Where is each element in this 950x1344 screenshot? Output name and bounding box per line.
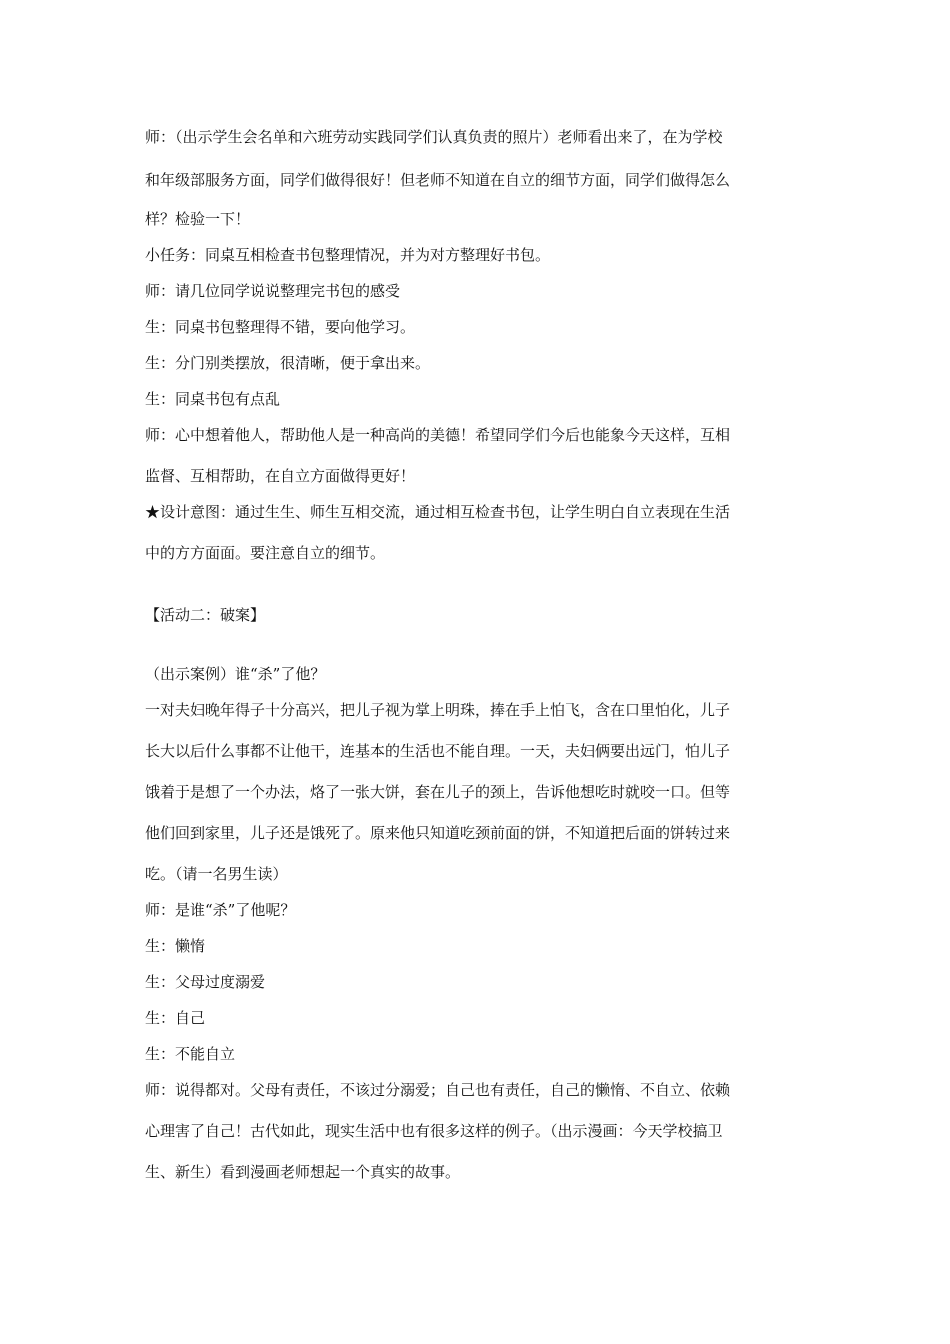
text-line: 师：（出示学生会名单和六班劳动实践同学们认真负责的照片）老师看出来了，在为学校 — [145, 128, 723, 146]
text-line: 生、新生）看到漫画老师想起一个真实的故事。 — [145, 1163, 461, 1181]
text-line: 生：同桌书包有点乱 — [145, 390, 281, 408]
text-line: 监督、互相帮助，在自立方面做得更好！ — [145, 467, 416, 485]
text-line: 和年级部服务方面，同学们做得很好！但老师不知道在自立的细节方面，同学们做得怎么 — [145, 171, 731, 189]
text-line: 师：是谁“杀”了他呢？ — [145, 901, 296, 919]
text-line: 师：说得都对。父母有责任，不该过分溺爱；自己也有责任，自己的懒惰、不自立、依赖 — [145, 1081, 731, 1099]
text-line: 生：不能自立 — [145, 1045, 236, 1063]
text-line: 生：同桌书包整理得不错，要向他学习。 — [145, 318, 416, 336]
text-line: 心理害了自己！古代如此，现实生活中也有很多这样的例子。（出示漫画：今天学校搞卫 — [145, 1122, 723, 1140]
text-line: 生：分门别类摆放，很清晰，便于拿出来。 — [145, 354, 431, 372]
text-line: ★设计意图：通过生生、师生互相交流，通过相互检查书包，让学生明白自立表现在生活 — [145, 503, 731, 521]
text-line: 师：请几位同学说说整理完书包的感受 — [145, 282, 401, 300]
text-line: 生：父母过度溺爱 — [145, 973, 266, 991]
text-line: 长大以后什么事都不让他干，连基本的生活也不能自理。一天，夫妇俩要出远门，怕儿子 — [145, 742, 731, 760]
text-line: 师：心中想着他人，帮助他人是一种高尚的美德！希望同学们今后也能象今天这样，互相 — [145, 426, 731, 444]
text-line: 样？检验一下！ — [145, 210, 251, 228]
section-heading: 【活动二：破案】 — [145, 606, 266, 624]
text-line: 吃。（请一名男生读） — [145, 865, 288, 883]
text-line: 他们回到家里，儿子还是饿死了。原来他只知道吃颈前面的饼，不知道把后面的饼转过来 — [145, 824, 731, 842]
text-line: 生：懒惰 — [145, 937, 206, 955]
text-line: 中的方方面面。要注意自立的细节。 — [145, 544, 386, 562]
text-line: 生：自己 — [145, 1009, 206, 1027]
text-line: 一对夫妇晚年得子十分高兴，把儿子视为掌上明珠，捧在手上怕飞，含在口里怕化，儿子 — [145, 701, 731, 719]
text-line: 饿着于是想了一个办法，烙了一张大饼，套在儿子的颈上，告诉他想吃时就咬一口。但等 — [145, 783, 731, 801]
text-line: 小任务：同桌互相检查书包整理情况，并为对方整理好书包。 — [145, 246, 551, 264]
text-line: （出示案例）谁“杀”了他？ — [145, 665, 326, 683]
